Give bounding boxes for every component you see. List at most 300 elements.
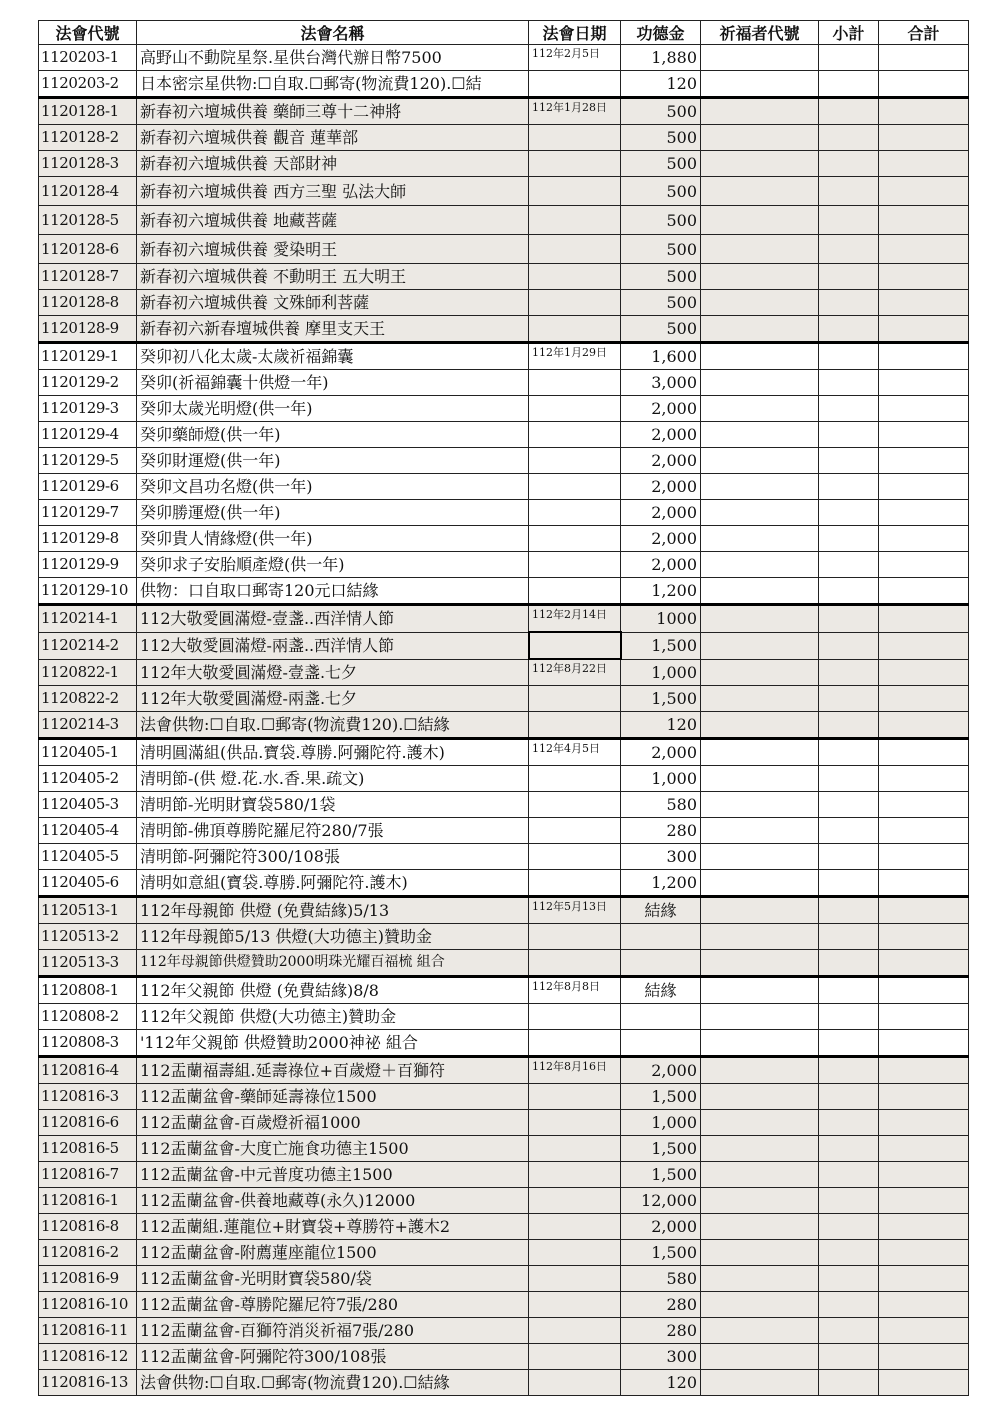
table-row: [39, 151, 969, 177]
cell-code: 1120816-4: [39, 1057, 137, 1084]
cell-name: 112年父親節 供燈 (免費結緣)8/8: [137, 977, 529, 1004]
cell-donor-code[interactable]: [701, 1110, 819, 1136]
cell-name: 112盂蘭盆會-大度亡施食功德主1500: [137, 1136, 529, 1162]
cell-donor-code[interactable]: [701, 1188, 819, 1214]
cell-total[interactable]: [879, 1030, 969, 1057]
cell-code: 1120405-2: [39, 766, 137, 792]
cell-code: 1120129-6: [39, 474, 137, 500]
cell-amount: 1,500: [621, 686, 701, 712]
cell-donor-code[interactable]: [701, 766, 819, 792]
cell-code: 1120128-3: [39, 151, 137, 177]
cell-donor-code[interactable]: [701, 526, 819, 552]
cell-total[interactable]: [879, 1370, 969, 1396]
cell-total[interactable]: [879, 924, 969, 950]
cell-donor-code[interactable]: [701, 792, 819, 818]
cell-donor-code[interactable]: [701, 1136, 819, 1162]
cell-donor-code[interactable]: [701, 844, 819, 870]
cell-date: [529, 766, 621, 792]
cell-subtotal[interactable]: [819, 1004, 879, 1030]
cell-name: 清明如意組(寶袋.尊勝.阿彌陀符.護木): [137, 870, 529, 897]
cell-subtotal[interactable]: [819, 844, 879, 870]
cell-subtotal[interactable]: [819, 1057, 879, 1084]
table-row: [39, 235, 969, 264]
cell-amount: 500: [621, 125, 701, 151]
cell-subtotal[interactable]: [819, 818, 879, 844]
cell-total[interactable]: [879, 605, 969, 633]
offering-table: [38, 20, 969, 1396]
cell-subtotal[interactable]: [819, 766, 879, 792]
cell-donor-code[interactable]: [701, 578, 819, 605]
cell-donor-code[interactable]: [701, 1084, 819, 1110]
cell-donor-code[interactable]: [701, 474, 819, 500]
cell-date: [529, 264, 621, 290]
cell-date: [529, 1004, 621, 1030]
cell-code: 1120816-10: [39, 1292, 137, 1318]
cell-subtotal[interactable]: [819, 659, 879, 686]
cell-amount: 2,000: [621, 526, 701, 552]
table-row: [39, 1136, 969, 1162]
cell-subtotal[interactable]: [819, 474, 879, 500]
cell-code: 1120816-2: [39, 1240, 137, 1266]
cell-subtotal[interactable]: [819, 870, 879, 897]
cell-subtotal[interactable]: [819, 1240, 879, 1266]
cell-donor-code[interactable]: [701, 235, 819, 264]
cell-total[interactable]: [879, 316, 969, 343]
cell-amount: 500: [621, 290, 701, 316]
cell-donor-code[interactable]: [701, 1344, 819, 1370]
cell-code: 1120128-6: [39, 235, 137, 264]
cell-amount: 1,500: [621, 1084, 701, 1110]
cell-date: [529, 1136, 621, 1162]
cell-amount: 500: [621, 151, 701, 177]
cell-total[interactable]: [879, 1318, 969, 1344]
cell-total[interactable]: [879, 1004, 969, 1030]
cell-date: [529, 235, 621, 264]
cell-donor-code[interactable]: [701, 1292, 819, 1318]
cell-code: 1120203-2: [39, 71, 137, 98]
cell-name: 112盂蘭盆會-附薦蓮座龍位1500: [137, 1240, 529, 1266]
cell-date: 112年5月13日: [529, 897, 621, 924]
cell-name: 112盂蘭盆會-中元普度功德主1500: [137, 1162, 529, 1188]
cell-total[interactable]: [879, 1057, 969, 1084]
cell-total[interactable]: [879, 71, 969, 98]
cell-total[interactable]: [879, 396, 969, 422]
cell-subtotal[interactable]: [819, 235, 879, 264]
cell-total[interactable]: [879, 206, 969, 235]
cell-total[interactable]: [879, 897, 969, 924]
cell-amount: 280: [621, 818, 701, 844]
cell-date: [529, 1370, 621, 1396]
cell-subtotal[interactable]: [819, 1292, 879, 1318]
cell-name: 癸卯貴人情緣燈(供一年): [137, 526, 529, 552]
cell-amount: 1,880: [621, 45, 701, 71]
cell-date: [529, 924, 621, 950]
table-row: [39, 98, 969, 125]
table-row: [39, 659, 969, 686]
cell-total[interactable]: [879, 500, 969, 526]
cell-subtotal[interactable]: [819, 526, 879, 552]
cell-name: 癸卯財運燈(供一年): [137, 448, 529, 474]
cell-amount: 120: [621, 71, 701, 98]
cell-amount: 120: [621, 712, 701, 739]
cell-total[interactable]: [879, 370, 969, 396]
cell-total[interactable]: [879, 1188, 969, 1214]
cell-name: 112盂蘭福壽組.延壽祿位+百歲燈＋百獅符: [137, 1057, 529, 1084]
cell-code: 1120214-1: [39, 605, 137, 633]
cell-donor-code[interactable]: [701, 686, 819, 712]
table-row: [39, 578, 969, 605]
cell-subtotal[interactable]: [819, 578, 879, 605]
cell-donor-code[interactable]: [701, 206, 819, 235]
cell-total[interactable]: [879, 1084, 969, 1110]
cell-code: 1120816-9: [39, 1266, 137, 1292]
cell-name: 癸卯初八化太歲-太歲祈福錦囊: [137, 343, 529, 370]
cell-total[interactable]: [879, 1110, 969, 1136]
cell-donor-code[interactable]: [701, 125, 819, 151]
cell-subtotal[interactable]: [819, 1084, 879, 1110]
cell-amount: 1,000: [621, 766, 701, 792]
cell-code: 1120129-9: [39, 552, 137, 578]
cell-subtotal[interactable]: [819, 552, 879, 578]
cell-date: 112年1月29日: [529, 343, 621, 370]
cell-total[interactable]: [879, 977, 969, 1004]
cell-date: [529, 177, 621, 206]
cell-donor-code[interactable]: [701, 1214, 819, 1240]
cell-total[interactable]: [879, 1292, 969, 1318]
cell-code: 1120816-6: [39, 1110, 137, 1136]
cell-total[interactable]: [879, 45, 969, 71]
cell-name: 112盂蘭盆會-供養地藏尊(永久)12000: [137, 1188, 529, 1214]
cell-subtotal[interactable]: [819, 977, 879, 1004]
header-code: 法會代號: [39, 21, 137, 45]
cell-amount: 500: [621, 206, 701, 235]
cell-name: 新春初六壇城供養 愛染明王: [137, 235, 529, 264]
cell-date: 112年8月16日: [529, 1057, 621, 1084]
cell-name: 癸卯太歲光明燈(供一年): [137, 396, 529, 422]
cell-name: 清明圓滿組(供品.寶袋.尊勝.阿彌陀符.護木): [137, 739, 529, 766]
cell-name: '112年父親節 供燈贊助2000神祕 組合: [137, 1030, 529, 1057]
cell-donor-code[interactable]: [701, 552, 819, 578]
cell-total[interactable]: [879, 578, 969, 605]
cell-donor-code[interactable]: [701, 422, 819, 448]
cell-amount: 1,200: [621, 578, 701, 605]
cell-donor-code[interactable]: [701, 924, 819, 950]
cell-donor-code[interactable]: [701, 98, 819, 125]
cell-total[interactable]: [879, 659, 969, 686]
cell-amount: 300: [621, 844, 701, 870]
header-date: 法會日期: [529, 21, 621, 45]
cell-name: 癸卯藥師燈(供一年): [137, 422, 529, 448]
cell-subtotal[interactable]: [819, 151, 879, 177]
cell-amount: 1,500: [621, 1136, 701, 1162]
cell-amount: 280: [621, 1292, 701, 1318]
cell-donor-code[interactable]: [701, 370, 819, 396]
cell-total[interactable]: [879, 632, 969, 659]
cell-name: 新春初六壇城供養 西方三聖 弘法大師: [137, 177, 529, 206]
table-row: [39, 605, 969, 633]
table-row: [39, 316, 969, 343]
cell-date: [529, 206, 621, 235]
cell-subtotal[interactable]: [819, 343, 879, 370]
cell-amount: [621, 1030, 701, 1057]
cell-donor-code[interactable]: [701, 396, 819, 422]
cell-name: 112大敬愛圓滿燈-壹盞..西洋情人節: [137, 605, 529, 633]
cell-name: 法會供物:☐自取.☐郵寄(物流費120).☐結緣: [137, 712, 529, 739]
cell-code: 1120129-4: [39, 422, 137, 448]
cell-amount: 300: [621, 1344, 701, 1370]
cell-subtotal[interactable]: [819, 792, 879, 818]
cell-code: 1120203-1: [39, 45, 137, 71]
cell-subtotal[interactable]: [819, 632, 879, 659]
cell-date: [529, 1240, 621, 1266]
cell-subtotal[interactable]: [819, 686, 879, 712]
cell-total[interactable]: [879, 422, 969, 448]
cell-donor-code[interactable]: [701, 1240, 819, 1266]
cell-donor-code[interactable]: [701, 1266, 819, 1292]
cell-date: 112年8月8日: [529, 977, 621, 1004]
cell-date: [529, 1344, 621, 1370]
cell-amount: 2,000: [621, 422, 701, 448]
cell-donor-code[interactable]: [701, 632, 819, 659]
cell-donor-code[interactable]: [701, 151, 819, 177]
cell-name: 清明節-佛頂尊勝陀羅尼符280/7張: [137, 818, 529, 844]
cell-total[interactable]: [879, 1136, 969, 1162]
cell-subtotal[interactable]: [819, 422, 879, 448]
cell-total[interactable]: [879, 792, 969, 818]
table-row: [39, 1030, 969, 1057]
cell-amount: 1,000: [621, 1110, 701, 1136]
header-total: 合計: [879, 21, 969, 45]
cell-donor-code[interactable]: [701, 448, 819, 474]
cell-subtotal[interactable]: [819, 739, 879, 766]
cell-amount: 2,000: [621, 552, 701, 578]
cell-donor-code[interactable]: [701, 818, 819, 844]
cell-total[interactable]: [879, 818, 969, 844]
cell-subtotal[interactable]: [819, 897, 879, 924]
cell-total[interactable]: [879, 870, 969, 897]
cell-subtotal[interactable]: [819, 1136, 879, 1162]
cell-code: 1120128-5: [39, 206, 137, 235]
cell-code: 1120129-8: [39, 526, 137, 552]
cell-date: [529, 578, 621, 605]
cell-subtotal[interactable]: [819, 500, 879, 526]
cell-subtotal[interactable]: [819, 950, 879, 977]
cell-code: 1120822-1: [39, 659, 137, 686]
cell-name: 法會供物:☐自取.☐郵寄(物流費120).☐結緣: [137, 1370, 529, 1396]
cell-total[interactable]: [879, 739, 969, 766]
cell-total[interactable]: [879, 1162, 969, 1188]
cell-amount: 1,200: [621, 870, 701, 897]
cell-donor-code[interactable]: [701, 71, 819, 98]
cell-subtotal[interactable]: [819, 45, 879, 71]
cell-code: 1120816-8: [39, 1214, 137, 1240]
cell-total[interactable]: [879, 264, 969, 290]
cell-code: 1120405-6: [39, 870, 137, 897]
cell-donor-code[interactable]: [701, 897, 819, 924]
cell-total[interactable]: [879, 1266, 969, 1292]
cell-amount: 280: [621, 1318, 701, 1344]
cell-code: 1120128-1: [39, 98, 137, 125]
cell-donor-code[interactable]: [701, 950, 819, 977]
cell-total[interactable]: [879, 712, 969, 739]
table-row: [39, 71, 969, 98]
cell-name: 112盂蘭盆會-百獅符消災祈福7張/280: [137, 1318, 529, 1344]
cell-subtotal[interactable]: [819, 1110, 879, 1136]
cell-amount: 結緣: [621, 897, 701, 924]
cell-total[interactable]: [879, 290, 969, 316]
cell-donor-code[interactable]: [701, 1030, 819, 1057]
cell-code: 1120128-4: [39, 177, 137, 206]
cell-subtotal[interactable]: [819, 1188, 879, 1214]
cell-code: 1120405-1: [39, 739, 137, 766]
cell-amount: 結緣: [621, 977, 701, 1004]
cell-subtotal[interactable]: [819, 1370, 879, 1396]
cell-donor-code[interactable]: [701, 1370, 819, 1396]
table-row: [39, 977, 969, 1004]
cell-subtotal[interactable]: [819, 396, 879, 422]
cell-total[interactable]: [879, 1344, 969, 1370]
table-row: [39, 474, 969, 500]
cell-code: 1120816-12: [39, 1344, 137, 1370]
cell-total[interactable]: [879, 343, 969, 370]
cell-subtotal[interactable]: [819, 1162, 879, 1188]
table-row: [39, 177, 969, 206]
cell-donor-code[interactable]: [701, 1318, 819, 1344]
table-row: [39, 264, 969, 290]
cell-name: 新春初六壇城供養 觀音 蓮華部: [137, 125, 529, 151]
cell-code: 1120129-5: [39, 448, 137, 474]
cell-donor-code[interactable]: [701, 870, 819, 897]
cell-total[interactable]: [879, 766, 969, 792]
cell-code: 1120816-5: [39, 1136, 137, 1162]
cell-code: 1120816-1: [39, 1188, 137, 1214]
cell-subtotal[interactable]: [819, 1214, 879, 1240]
cell-donor-code[interactable]: [701, 1162, 819, 1188]
cell-donor-code[interactable]: [701, 264, 819, 290]
cell-subtotal[interactable]: [819, 316, 879, 343]
cell-date: [529, 870, 621, 897]
table-row: [39, 1214, 969, 1240]
cell-subtotal[interactable]: [819, 290, 879, 316]
cell-total[interactable]: [879, 950, 969, 977]
cell-donor-code[interactable]: [701, 1057, 819, 1084]
cell-donor-code[interactable]: [701, 290, 819, 316]
cell-code: 1120128-9: [39, 316, 137, 343]
cell-subtotal[interactable]: [819, 264, 879, 290]
cell-date: [529, 151, 621, 177]
table-row: [39, 1110, 969, 1136]
cell-donor-code[interactable]: [701, 316, 819, 343]
cell-name: 112年母親節 供燈 (免費結緣)5/13: [137, 897, 529, 924]
cell-name: 新春初六新春壇城供養 摩里支天王: [137, 316, 529, 343]
cell-total[interactable]: [879, 1240, 969, 1266]
cell-name: 新春初六壇城供養 文殊師利菩薩: [137, 290, 529, 316]
cell-total[interactable]: [879, 474, 969, 500]
cell-total[interactable]: [879, 552, 969, 578]
cell-subtotal[interactable]: [819, 71, 879, 98]
cell-donor-code[interactable]: [701, 45, 819, 71]
cell-total[interactable]: [879, 151, 969, 177]
cell-subtotal[interactable]: [819, 206, 879, 235]
cell-donor-code[interactable]: [701, 712, 819, 739]
cell-date: [529, 290, 621, 316]
cell-total[interactable]: [879, 844, 969, 870]
cell-donor-code[interactable]: [701, 977, 819, 1004]
cell-donor-code[interactable]: [701, 177, 819, 206]
cell-donor-code[interactable]: [701, 605, 819, 633]
cell-date: [529, 792, 621, 818]
cell-subtotal[interactable]: [819, 924, 879, 950]
cell-subtotal[interactable]: [819, 1266, 879, 1292]
table-row: [39, 897, 969, 924]
cell-subtotal[interactable]: [819, 98, 879, 125]
cell-code: 1120129-10: [39, 578, 137, 605]
cell-amount: 2,000: [621, 396, 701, 422]
cell-name: 112盂蘭盆會-阿彌陀符300/108張: [137, 1344, 529, 1370]
cell-total[interactable]: [879, 235, 969, 264]
cell-code: 1120129-1: [39, 343, 137, 370]
cell-total[interactable]: [879, 448, 969, 474]
cell-code: 1120808-2: [39, 1004, 137, 1030]
cell-total[interactable]: [879, 98, 969, 125]
cell-amount: 1,500: [621, 632, 701, 659]
cell-code: 1120214-3: [39, 712, 137, 739]
cell-subtotal[interactable]: [819, 1344, 879, 1370]
cell-total[interactable]: [879, 1214, 969, 1240]
cell-date: [529, 448, 621, 474]
cell-name: 癸卯勝運燈(供一年): [137, 500, 529, 526]
cell-amount: 120: [621, 1370, 701, 1396]
cell-donor-code[interactable]: [701, 739, 819, 766]
cell-subtotal[interactable]: [819, 370, 879, 396]
cell-donor-code[interactable]: [701, 1004, 819, 1030]
cell-donor-code[interactable]: [701, 500, 819, 526]
cell-total[interactable]: [879, 526, 969, 552]
cell-date: 112年2月5日: [529, 45, 621, 71]
cell-date: [529, 632, 621, 659]
cell-name: 新春初六壇城供養 地藏菩薩: [137, 206, 529, 235]
table-row: [39, 1240, 969, 1266]
cell-total[interactable]: [879, 177, 969, 206]
cell-amount: 500: [621, 98, 701, 125]
cell-donor-code[interactable]: [701, 343, 819, 370]
cell-subtotal[interactable]: [819, 177, 879, 206]
cell-subtotal[interactable]: [819, 1318, 879, 1344]
cell-name: 112年父親節 供燈(大功德主)贊助金: [137, 1004, 529, 1030]
table-row: [39, 1292, 969, 1318]
cell-total[interactable]: [879, 686, 969, 712]
cell-name: 112年大敬愛圓滿燈-兩盞.七夕: [137, 686, 529, 712]
cell-subtotal[interactable]: [819, 448, 879, 474]
cell-amount: 2,000: [621, 448, 701, 474]
cell-date: [529, 1162, 621, 1188]
cell-total[interactable]: [879, 125, 969, 151]
cell-code: 1120816-7: [39, 1162, 137, 1188]
cell-subtotal[interactable]: [819, 712, 879, 739]
cell-name: 新春初六壇城供養 天部財神: [137, 151, 529, 177]
cell-amount: [621, 1004, 701, 1030]
cell-date: [529, 500, 621, 526]
cell-donor-code[interactable]: [701, 659, 819, 686]
table-row: [39, 422, 969, 448]
table-row: [39, 206, 969, 235]
cell-code: 1120405-3: [39, 792, 137, 818]
cell-subtotal[interactable]: [819, 605, 879, 633]
cell-subtotal[interactable]: [819, 1030, 879, 1057]
cell-subtotal[interactable]: [819, 125, 879, 151]
table-row: [39, 396, 969, 422]
table-row: [39, 766, 969, 792]
